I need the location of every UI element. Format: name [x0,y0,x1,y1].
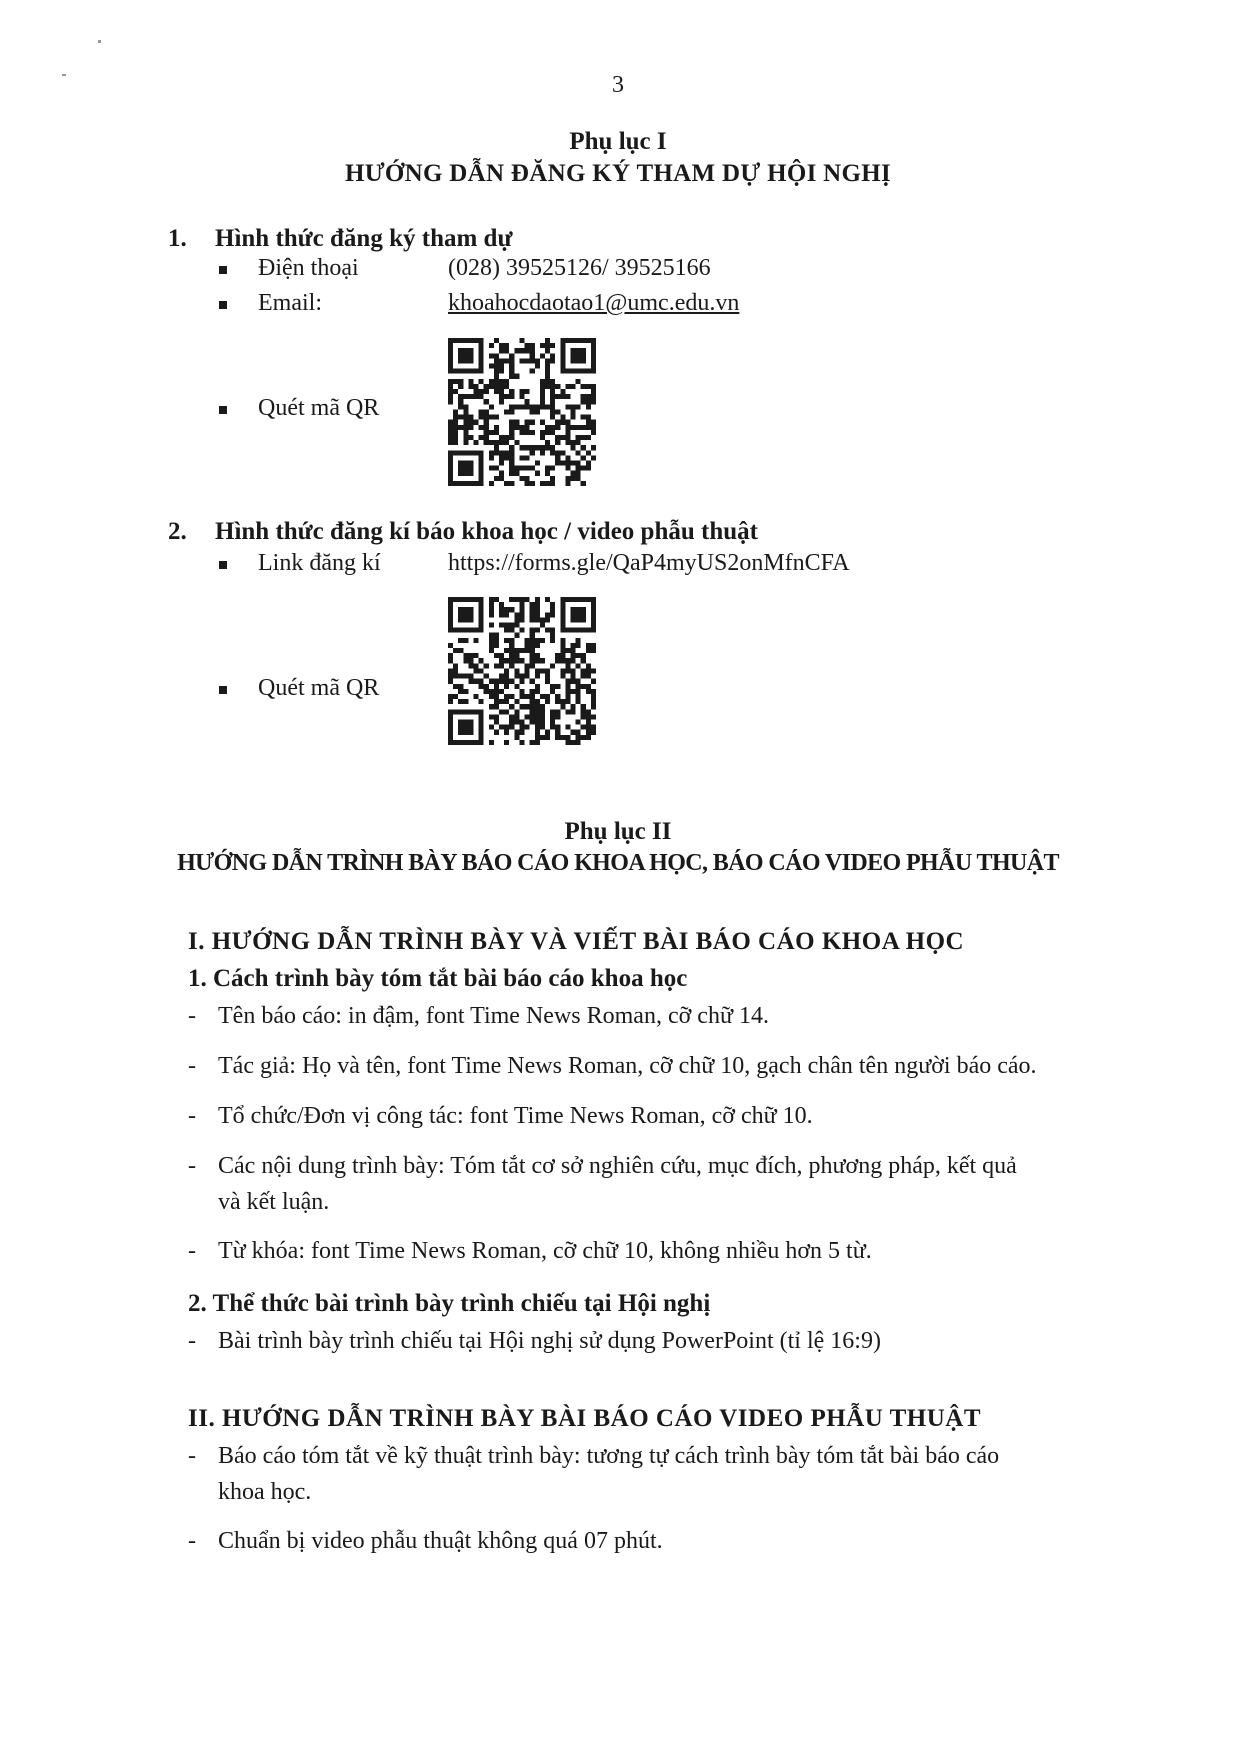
list-item: Từ khóa: font Time News Roman, cỡ chữ 10, không nhiều hơn 5 từ. [218,1238,872,1264]
appendix-2-title: Phụ lục II [564,818,672,845]
list-item: Tác giả: Họ và tên, font Time News Roman, cỡ chữ 10, gạch chân tên người báo cáo. [218,1053,1037,1079]
dash-marker: - [188,1053,196,1079]
part-1-sub-2-heading: 2. Thể thức bài trình bày trình chiếu tại Hội nghị [188,1290,711,1317]
dash-marker: - [188,1153,196,1179]
scan-speck [98,40,101,43]
link-label: Link đăng kí [258,550,381,576]
list-item: Các nội dung trình bày: Tóm tắt cơ sở nghiên cứu, mục đích, phương pháp, kết quả [218,1153,1017,1179]
section-2-number: 2. [168,518,187,545]
list-item: Tên báo cáo: in đậm, font Time News Roman, cỡ chữ 14. [218,1003,769,1029]
list-item: Chuẩn bị video phẫu thuật không quá 07 phút. [218,1528,663,1554]
bullet-icon [219,686,227,694]
section-1-number: 1. [168,225,187,252]
bullet-icon [219,406,227,414]
list-item-continuation: và kết luận. [218,1189,330,1215]
dash-marker: - [188,1528,196,1554]
list-item: Bài trình bày trình chiếu tại Hội nghị sử dụng PowerPoint (tỉ lệ 16:9) [218,1328,881,1354]
bullet-icon [219,301,227,309]
part-1-heading: I. HƯỚNG DẪN TRÌNH BÀY VÀ VIẾT BÀI BÁO CÁO KHOA HỌC [188,928,965,955]
section-2-heading: Hình thức đăng kí báo khoa học / video phẫu thuật [215,518,758,545]
page-number: 3 [612,72,624,98]
appendix-1-title: Phụ lục I [569,128,667,155]
appendix-1-subtitle: HƯỚNG DẪN ĐĂNG KÝ THAM DỰ HỘI NGHỊ [344,160,892,187]
part-1-sub-1-heading: 1. Cách trình bày tóm tắt bài báo cáo khoa học [188,965,688,992]
registration-link[interactable]: https://forms.gle/QaP4myUS2onMfnCFA [448,550,850,576]
email-label: Email: [258,290,322,316]
list-item: Báo cáo tóm tắt về kỹ thuật trình bày: tương tự cách trình bày tóm tắt bài báo cáo [218,1443,1000,1469]
appendix-2-subtitle: HƯỚNG DẪN TRÌNH BÀY BÁO CÁO KHOA HỌC, BÁO CÁO VIDEO PHẪU THUẬT [177,850,1059,876]
dash-marker: - [188,1103,196,1129]
dash-marker: - [188,1238,196,1264]
part-2-heading: II. HƯỚNG DẪN TRÌNH BÀY BÀI BÁO CÁO VIDEO PHẪU THUẬT [188,1405,981,1432]
phone-value: (028) 39525126/ 39525166 [448,255,711,281]
phone-label: Điện thoại [258,255,359,281]
section-1-heading: Hình thức đăng ký tham dự [215,225,513,252]
qr-code-registration[interactable] [448,338,596,486]
qr-label-1: Quét mã QR [258,395,380,421]
bullet-icon [219,561,227,569]
list-item: Tổ chức/Đơn vị công tác: font Time News Roman, cỡ chữ 10. [218,1103,813,1129]
bullet-icon [219,266,227,274]
dash-marker: - [188,1443,196,1469]
qr-label-2: Quét mã QR [258,675,380,701]
dash-marker: - [188,1003,196,1029]
list-item-continuation: khoa học. [218,1479,312,1505]
qr-code-abstract-submission[interactable] [448,597,596,745]
dash-marker: - [188,1328,196,1354]
email-link[interactable]: khoahocdaotao1@umc.edu.vn [448,290,740,316]
